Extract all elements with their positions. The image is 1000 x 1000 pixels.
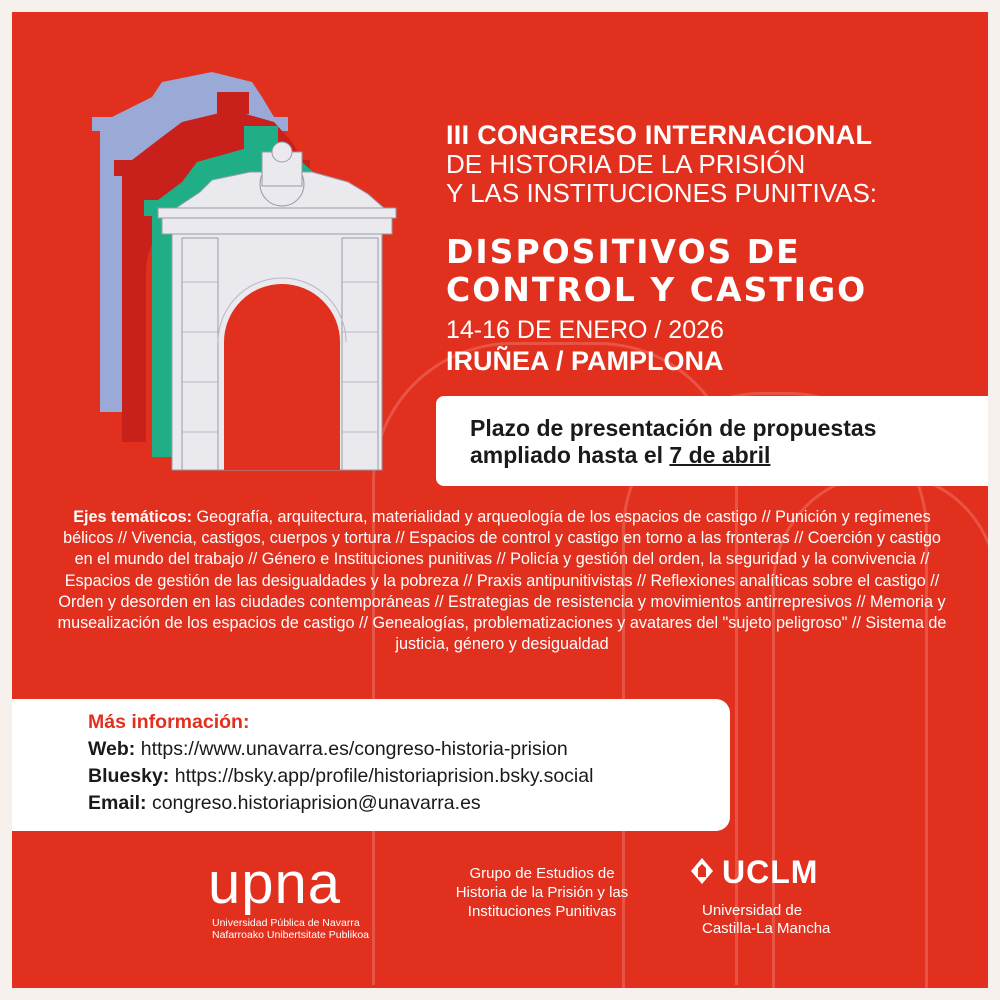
email-label: Email: xyxy=(88,792,147,814)
deadline-date: 7 de abril xyxy=(669,442,771,468)
uclm-logo: UCLM xyxy=(722,854,819,890)
thematic-axes-text: Geografía, arquitectura, materialidad y arqueología de los espacios de castigo // Punición y regímenes bélicos // Vivencia, castigos, cuerpos y tortura // Espacios de control y castigo en torno a las fronteras // Coerción y castigo en el mundo del trabajo // Género e Instituciones punitivas // Policía y gestión del orden, la seguridad y la convivencia // Espacios de gestión de las desigualdades y la pobreza // Praxis antipunitivistas // Reflexiones analíticas sobre el castigo // Orden y desorden en las ciudades contemporáneas // Estrategias de resistencia y movimientos antirrepresivos // Memoria y musealización de los espacios de castigo // Genealogías, problematizaciones y avatares del "sujeto peligroso" // Sistema de justicia, género y desigualdad xyxy=(57,508,947,654)
event-place: IRUÑEA / PAMPLONA xyxy=(446,346,724,376)
poster xyxy=(12,12,988,988)
upna-line-2: Nafarroako Unibertsitate Publikoa xyxy=(212,929,369,941)
email-link[interactable]: congreso.historiaprision@unavarra.es xyxy=(151,792,481,814)
subtitle-line-2: CONTROL Y CASTIGO xyxy=(446,270,868,309)
deadline-line-1: Plazo de presentación de propuestas xyxy=(470,415,877,441)
deadline-box xyxy=(436,396,988,486)
upna-line-1: Universidad Pública de Navarra xyxy=(212,917,360,929)
deadline-line-2 xyxy=(470,442,770,469)
info-email xyxy=(88,792,481,815)
title-line-2: DE HISTORIA DE LA PRISIÓN xyxy=(446,149,806,179)
upna-logo: upna xyxy=(208,851,342,916)
info-bluesky xyxy=(88,765,593,788)
bluesky-label: Bluesky: xyxy=(88,765,170,787)
bluesky-link[interactable]: https://bsky.app/profile/historiaprision.bsky.social xyxy=(174,765,594,787)
arch-illustration-icon xyxy=(12,12,432,472)
web-link[interactable]: https://www.unavarra.es/congreso-historia-prision xyxy=(140,738,568,760)
uclm-line-2: Castilla-La Mancha xyxy=(702,920,831,937)
uclm-building-icon xyxy=(690,857,714,885)
group-line-2: Historia de la Prisión y las xyxy=(455,884,629,901)
uclm-line-1: Universidad de xyxy=(702,902,803,919)
thematic-axes xyxy=(52,507,952,655)
subtitle-line-1: DISPOSITIVOS DE xyxy=(446,232,801,271)
group-line-3: Instituciones Punitivas xyxy=(467,903,617,920)
thematic-axes-label: Ejes temáticos: xyxy=(73,508,192,526)
group-line-1: Grupo de Estudios de xyxy=(469,865,615,882)
info-heading: Más información: xyxy=(88,711,250,733)
info-web xyxy=(88,738,568,761)
event-dates: 14-16 DE ENERO / 2026 xyxy=(446,316,724,344)
title-line-3: Y LAS INSTITUCIONES PUNITIVAS: xyxy=(446,178,878,208)
info-box xyxy=(12,699,730,831)
deadline-prefix: ampliado hasta el xyxy=(470,442,670,468)
title-line-1: III CONGRESO INTERNACIONAL xyxy=(446,120,873,150)
research-group xyxy=(422,864,662,921)
web-label: Web: xyxy=(88,738,136,760)
